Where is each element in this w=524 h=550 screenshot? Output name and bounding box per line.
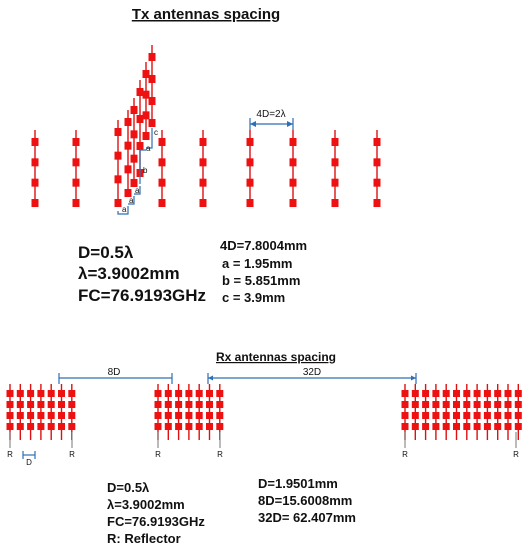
antenna-patch	[115, 199, 122, 207]
antenna-patch	[7, 401, 14, 408]
antenna-patch	[143, 91, 150, 99]
rx-antenna-column-18	[432, 384, 439, 440]
tx-antenna-column-4	[125, 110, 132, 197]
antenna-patch	[432, 390, 439, 397]
antenna-patch	[115, 152, 122, 160]
rx-reflector-mark-1: R	[7, 450, 13, 459]
antenna-patch	[68, 423, 75, 430]
antenna-patch	[412, 423, 419, 430]
rx-antenna-column-25	[505, 384, 512, 440]
antenna-patch	[332, 138, 339, 146]
antenna-patch	[453, 423, 460, 430]
antenna-patch	[374, 138, 381, 146]
tx-letter-b: b	[143, 166, 148, 175]
antenna-patch	[196, 401, 203, 408]
antenna-patch	[200, 199, 207, 207]
antenna-patch	[484, 401, 491, 408]
antenna-patch	[165, 401, 172, 408]
rx-antenna-column-16	[412, 384, 419, 440]
tx-param-4d: 4D=7.8004mm	[220, 238, 308, 253]
antenna-patch	[422, 401, 429, 408]
antenna-patch	[58, 423, 65, 430]
antenna-patch	[185, 412, 192, 419]
antenna-patch	[185, 423, 192, 430]
antenna-patch	[374, 158, 381, 166]
antenna-patch	[37, 412, 44, 419]
antenna-patch	[73, 179, 80, 187]
antenna-patch	[453, 412, 460, 419]
antenna-patch	[332, 179, 339, 187]
antenna-patch	[149, 97, 156, 105]
antenna-patch	[247, 199, 254, 207]
antenna-patch	[175, 412, 182, 419]
antenna-patch	[216, 401, 223, 408]
antenna-patch	[7, 423, 14, 430]
rx-title: Rx antennas spacing	[215, 350, 337, 364]
tx-param-d: D=0.5λ	[78, 243, 134, 262]
antenna-patch	[196, 412, 203, 419]
antenna-patch	[155, 423, 162, 430]
antenna-patch	[247, 158, 254, 166]
antenna-patch	[484, 423, 491, 430]
tx-antenna-column-5	[131, 98, 138, 187]
rx-antenna-column-17	[422, 384, 429, 440]
antenna-patch	[196, 390, 203, 397]
tx-param-b: b = 5.851mm	[222, 273, 301, 288]
antenna-patch	[206, 412, 213, 419]
antenna-patch	[48, 423, 55, 430]
tx-antenna-column-3	[115, 120, 122, 207]
antenna-patch	[443, 390, 450, 397]
antenna-patch	[247, 179, 254, 187]
antenna-patch	[494, 423, 501, 430]
antenna-patch	[73, 138, 80, 146]
antenna-patch	[412, 390, 419, 397]
antenna-patch	[515, 412, 522, 419]
antenna-patch	[402, 423, 409, 430]
antenna-patch	[216, 423, 223, 430]
antenna-patch	[200, 179, 207, 187]
tx-param-a: a = 1.95mm	[222, 256, 293, 271]
antenna-patch	[474, 390, 481, 397]
antenna-patch	[32, 199, 39, 207]
rx-antenna-column-3	[27, 384, 34, 440]
rx-antenna-column-14	[216, 384, 223, 440]
antenna-patch	[131, 106, 138, 114]
tx-letter-c: c	[154, 128, 158, 137]
rx-reflector-mark-6: R	[513, 450, 519, 459]
antenna-patch	[48, 390, 55, 397]
rx-param-fc: FC=76.9193GHz	[107, 514, 205, 529]
tx-param-lambda: λ=3.9002mm	[78, 264, 180, 283]
antenna-patch	[32, 179, 39, 187]
rx-reflector-mark-4: R	[217, 450, 223, 459]
antenna-patch	[37, 390, 44, 397]
antenna-patch	[494, 412, 501, 419]
antenna-patch	[443, 401, 450, 408]
antenna-patch	[206, 423, 213, 430]
antenna-patch	[412, 412, 419, 419]
rx-param-32d-mm: 32D= 62.407mm	[258, 510, 356, 525]
antenna-patch	[175, 390, 182, 397]
antenna-patch	[422, 412, 429, 419]
antenna-patch	[73, 158, 80, 166]
tx-antenna-column-14	[374, 130, 381, 207]
antenna-patch	[68, 412, 75, 419]
tx-antenna-column-2	[73, 130, 80, 207]
antenna-patch	[474, 412, 481, 419]
antenna-patch	[159, 158, 166, 166]
tx-spacing-arrow-right	[287, 121, 293, 127]
antenna-patch	[58, 412, 65, 419]
tx-param-fc: FC=76.9193GHz	[78, 286, 207, 305]
tx-antenna-column-12	[290, 130, 297, 207]
antenna-patch	[27, 412, 34, 419]
rx-antenna-column-6	[58, 384, 65, 440]
antenna-patch	[474, 401, 481, 408]
tx-antenna-column-10	[200, 130, 207, 207]
antenna-patch	[453, 401, 460, 408]
antenna-patch	[200, 138, 207, 146]
antenna-patch	[443, 412, 450, 419]
antenna-patch	[463, 390, 470, 397]
rx-antenna-column-1	[7, 384, 14, 440]
antenna-patch	[58, 401, 65, 408]
antenna-patch	[137, 115, 144, 123]
antenna-patch	[515, 390, 522, 397]
rx-antenna-column-9	[165, 384, 172, 440]
rx-antenna-column-5	[48, 384, 55, 440]
antenna-patch	[149, 75, 156, 83]
rx-d-dimension	[23, 451, 35, 467]
rx-32d-arrow-right	[411, 376, 416, 381]
antenna-patch	[185, 401, 192, 408]
antenna-patch	[149, 119, 156, 127]
antenna-patch	[474, 423, 481, 430]
antenna-patch	[32, 138, 39, 146]
antenna-patch	[422, 423, 429, 430]
tx-letter-a-4: a	[146, 144, 151, 153]
tx-letter-a-2: a	[129, 196, 134, 205]
antenna-patch	[484, 390, 491, 397]
rx-param-reflector: R: Reflector	[107, 531, 181, 546]
antenna-patch	[402, 390, 409, 397]
rx-antenna-column-24	[494, 384, 501, 440]
rx-antenna-column-2	[17, 384, 24, 440]
antenna-patch	[155, 390, 162, 397]
rx-antenna-column-13	[206, 384, 213, 440]
antenna-patch	[48, 412, 55, 419]
antenna-patch	[125, 118, 132, 126]
rx-antenna-column-4	[37, 384, 44, 440]
antenna-patch	[165, 390, 172, 397]
antenna-patch	[159, 199, 166, 207]
rx-antenna-column-8	[155, 384, 162, 440]
antenna-patch	[402, 401, 409, 408]
antenna-patch	[206, 390, 213, 397]
antenna-patch	[453, 390, 460, 397]
rx-antenna-column-26	[515, 384, 522, 440]
antenna-patch	[131, 130, 138, 138]
antenna-patch	[68, 401, 75, 408]
antenna-patch	[27, 401, 34, 408]
antenna-patch	[505, 401, 512, 408]
antenna-patch	[175, 423, 182, 430]
antenna-patch	[137, 142, 144, 150]
antenna-patch	[165, 423, 172, 430]
antenna-patch	[290, 158, 297, 166]
rx-d-label: D	[26, 458, 32, 467]
antenna-patch	[443, 423, 450, 430]
tx-title: Tx antennas spacing	[131, 6, 281, 23]
antenna-patch	[505, 412, 512, 419]
rx-param-d-mm: D=1.9501mm	[258, 476, 338, 491]
antenna-patch	[17, 401, 24, 408]
tx-antenna-column-8	[149, 45, 156, 127]
antenna-patch	[505, 390, 512, 397]
antenna-patch	[175, 401, 182, 408]
antenna-patch	[159, 179, 166, 187]
antenna-patch	[143, 111, 150, 119]
antenna-patch	[68, 390, 75, 397]
antenna-patch	[206, 401, 213, 408]
antenna-patch	[290, 199, 297, 207]
tx-spacing-arrow-left	[250, 121, 256, 127]
antenna-patch	[125, 142, 132, 150]
antenna-patch	[374, 199, 381, 207]
antenna-patch	[412, 401, 419, 408]
tx-spacing-dimension	[250, 109, 293, 130]
antenna-patch	[463, 401, 470, 408]
antenna-patch	[143, 132, 150, 140]
rx-antenna-column-21	[463, 384, 470, 440]
rx-32d-dimension	[208, 367, 416, 384]
antenna-patch	[505, 423, 512, 430]
tx-antenna-column-9	[159, 130, 166, 207]
antenna-patch	[73, 199, 80, 207]
antenna-patch	[137, 88, 144, 96]
rx-antenna-column-7	[68, 384, 75, 440]
antenna-patch	[131, 155, 138, 163]
antenna-patch	[200, 158, 207, 166]
antenna-patch	[185, 390, 192, 397]
rx-param-8d-mm: 8D=15.6008mm	[258, 493, 353, 508]
tx-spacing-label: 4D=2λ	[256, 109, 286, 120]
rx-param-d: D=0.5λ	[107, 480, 150, 495]
antenna-patch	[374, 179, 381, 187]
antenna-patch	[515, 423, 522, 430]
antenna-patch	[484, 412, 491, 419]
rx-8d-dimension	[59, 367, 172, 384]
tx-antenna-column-1	[32, 130, 39, 207]
tx-param-c: c = 3.9mm	[222, 290, 286, 305]
antenna-patch	[37, 401, 44, 408]
rx-reflector-mark-3: R	[155, 450, 161, 459]
rx-antenna-column-19	[443, 384, 450, 440]
antenna-patch	[155, 401, 162, 408]
antenna-patch	[7, 390, 14, 397]
antenna-patch	[149, 53, 156, 61]
antenna-patch	[463, 412, 470, 419]
antenna-patch	[17, 390, 24, 397]
tx-antenna-column-7	[143, 62, 150, 140]
rx-antenna-column-23	[484, 384, 491, 440]
antenna-patch	[125, 165, 132, 173]
tx-antenna-column-11	[247, 130, 254, 207]
antenna-patch	[115, 175, 122, 183]
antenna-patch	[402, 412, 409, 419]
antenna-patch	[155, 412, 162, 419]
rx-reflector-mark-2: R	[69, 450, 75, 459]
antenna-patch	[290, 179, 297, 187]
tx-antenna-arrays	[32, 45, 381, 207]
rx-antenna-column-10	[175, 384, 182, 440]
rx-antenna-arrays	[7, 384, 522, 448]
tx-letter-a-1: a	[122, 205, 127, 214]
antenna-patch	[216, 390, 223, 397]
antenna-patch	[37, 423, 44, 430]
antenna-patch	[17, 423, 24, 430]
antenna-patch	[32, 158, 39, 166]
rx-antenna-column-11	[185, 384, 192, 440]
antenna-patch	[422, 390, 429, 397]
rx-8d-label: 8D	[107, 367, 121, 378]
rx-reflector-mark-5: R	[402, 450, 408, 459]
rx-antenna-column-12	[196, 384, 203, 440]
antenna-patch	[463, 423, 470, 430]
antenna-patch	[432, 401, 439, 408]
antenna-patch	[143, 70, 150, 78]
antenna-patch	[17, 412, 24, 419]
antenna-patch	[515, 401, 522, 408]
tx-letter-a-3: a	[135, 186, 140, 195]
antenna-patch	[332, 158, 339, 166]
antenna-patch	[216, 412, 223, 419]
rx-antenna-column-22	[474, 384, 481, 440]
antenna-patch	[48, 401, 55, 408]
antenna-patch	[332, 199, 339, 207]
antenna-patch	[58, 390, 65, 397]
rx-antenna-column-15	[402, 384, 409, 440]
antenna-patch	[290, 138, 297, 146]
antenna-patch	[27, 423, 34, 430]
antenna-patch	[432, 412, 439, 419]
antenna-patch	[165, 412, 172, 419]
tx-antenna-column-13	[332, 130, 339, 207]
antenna-patch	[494, 390, 501, 397]
antenna-patch	[247, 138, 254, 146]
antenna-patch	[159, 138, 166, 146]
rx-32d-label: 32D	[302, 367, 322, 378]
rx-antenna-column-20	[453, 384, 460, 440]
antenna-patch	[115, 128, 122, 136]
antenna-patch	[196, 423, 203, 430]
antenna-patch	[494, 401, 501, 408]
antenna-patch	[27, 390, 34, 397]
antenna-patch	[432, 423, 439, 430]
rx-param-lambda: λ=3.9002mm	[107, 497, 185, 512]
rx-32d-arrow-left	[208, 376, 213, 381]
antenna-patch	[7, 412, 14, 419]
